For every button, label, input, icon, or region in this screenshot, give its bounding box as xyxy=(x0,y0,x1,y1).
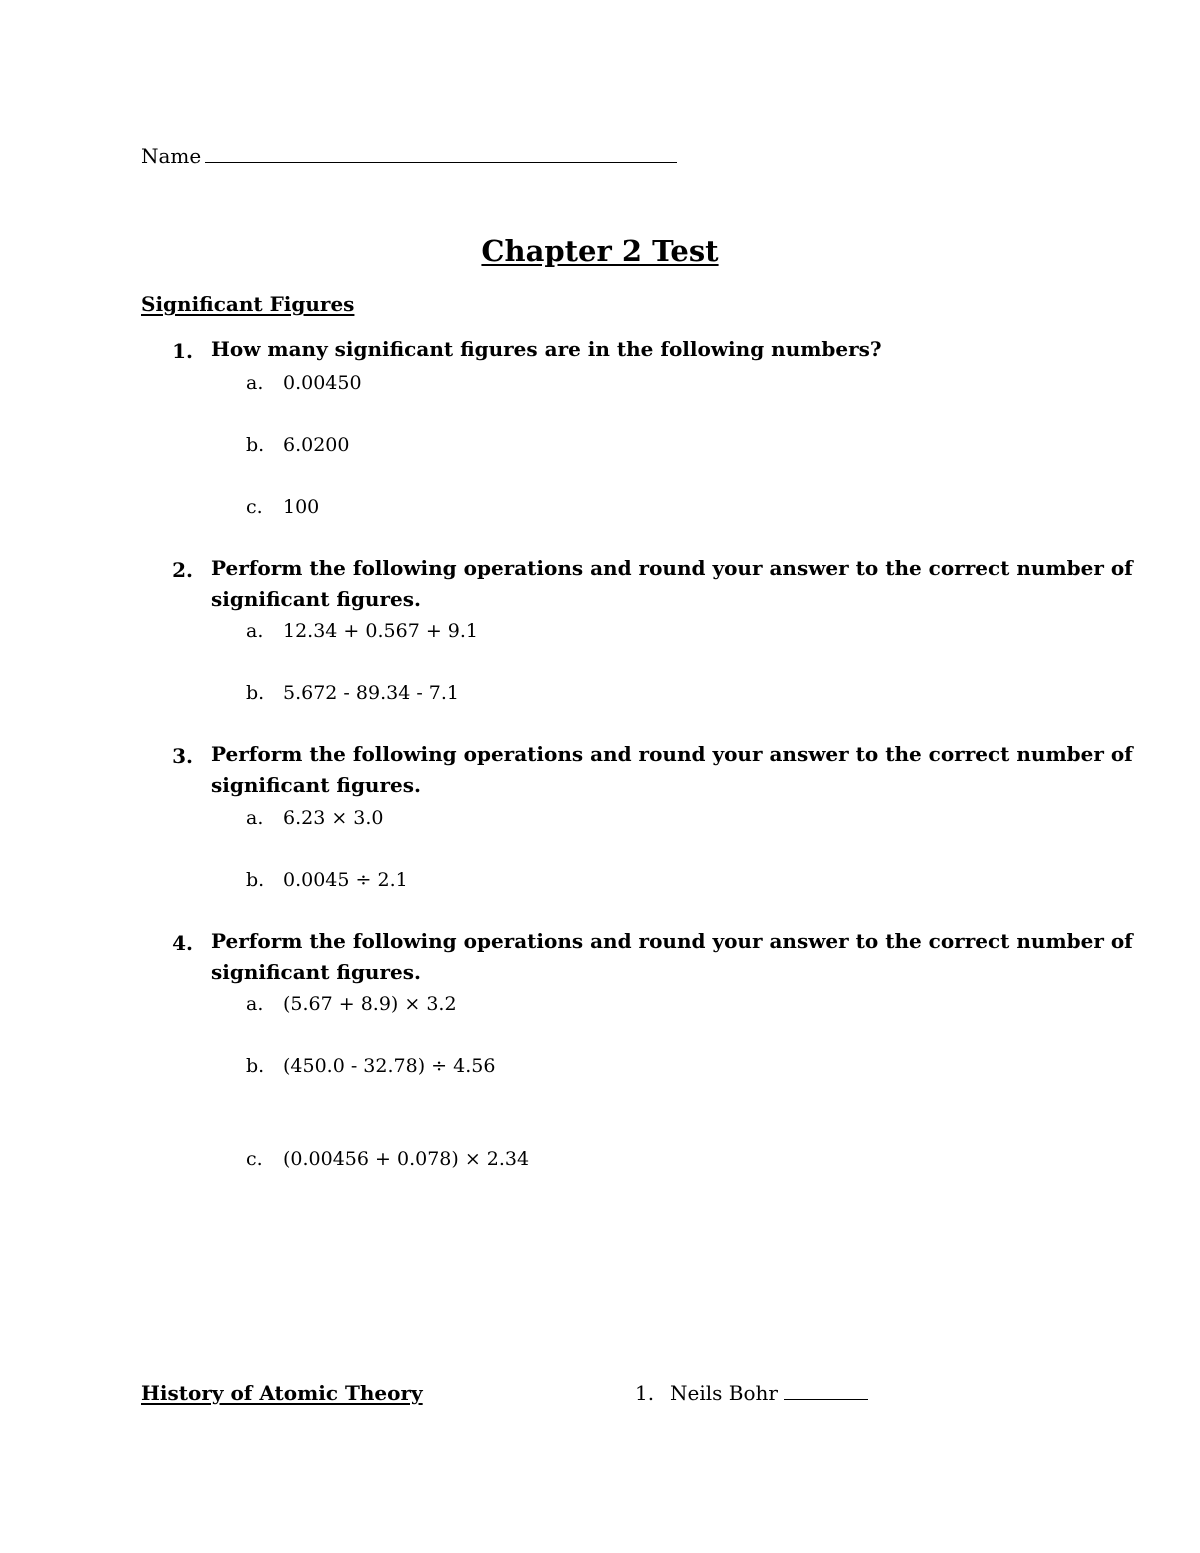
question-2-text-line2: significant figures. xyxy=(211,587,421,611)
question-4c-letter: c. xyxy=(246,1148,263,1170)
question-2b-letter: b. xyxy=(246,682,265,704)
question-1a-text: 0.00450 xyxy=(283,372,362,394)
atomic-item-1-text: Neils Bohr xyxy=(670,1381,778,1405)
question-2a-text: 12.34 + 0.567 + 9.1 xyxy=(283,620,479,642)
question-4b-text: (450.0 - 32.78) ÷ 4.56 xyxy=(283,1055,496,1077)
question-3-number: 3. xyxy=(172,744,193,768)
question-4-number: 4. xyxy=(172,931,193,955)
question-2-number: 2. xyxy=(172,558,193,582)
atomic-item-1-number: 1. xyxy=(635,1381,655,1405)
question-2-text-line1: Perform the following operations and round your answer to the correct number of xyxy=(211,556,1133,580)
section-heading-significant-figures: Significant Figures xyxy=(141,292,355,316)
name-label: Name xyxy=(141,144,202,168)
question-1b-letter: b. xyxy=(246,434,265,456)
question-1b-text: 6.0200 xyxy=(283,434,350,456)
name-blank-line[interactable] xyxy=(205,142,677,163)
question-1-number: 1. xyxy=(172,339,193,363)
question-4c-text: (0.00456 + 0.078) × 2.34 xyxy=(283,1148,530,1170)
question-1c-text: 100 xyxy=(283,496,320,518)
atomic-item-1-row xyxy=(670,1381,868,1405)
question-4b-letter: b. xyxy=(246,1055,265,1077)
question-4a-letter: a. xyxy=(246,993,264,1015)
question-3b-text: 0.0045 ÷ 2.1 xyxy=(283,869,408,891)
question-4-text-line2: significant figures. xyxy=(211,960,421,984)
question-3-text-line1: Perform the following operations and round your answer to the correct number of xyxy=(211,742,1133,766)
question-3a-letter: a. xyxy=(246,807,264,829)
question-3-text-line2: significant figures. xyxy=(211,773,421,797)
name-field-row xyxy=(141,142,677,168)
question-4-text-line1: Perform the following operations and round your answer to the correct number of xyxy=(211,929,1133,953)
section-heading-atomic-theory: History of Atomic Theory xyxy=(141,1381,423,1405)
question-3b-letter: b. xyxy=(246,869,265,891)
atomic-item-1-answer-line[interactable] xyxy=(784,1381,868,1400)
question-1c-letter: c. xyxy=(246,496,263,518)
question-3a-text: 6.23 × 3.0 xyxy=(283,807,384,829)
question-2b-text: 5.672 - 89.34 - 7.1 xyxy=(283,682,460,704)
page-title: Chapter 2 Test xyxy=(481,234,719,268)
question-1a-letter: a. xyxy=(246,372,264,394)
question-1-text: How many significant figures are in the following numbers? xyxy=(211,337,882,361)
question-4a-text: (5.67 + 8.9) × 3.2 xyxy=(283,993,457,1015)
question-2a-letter: a. xyxy=(246,620,264,642)
